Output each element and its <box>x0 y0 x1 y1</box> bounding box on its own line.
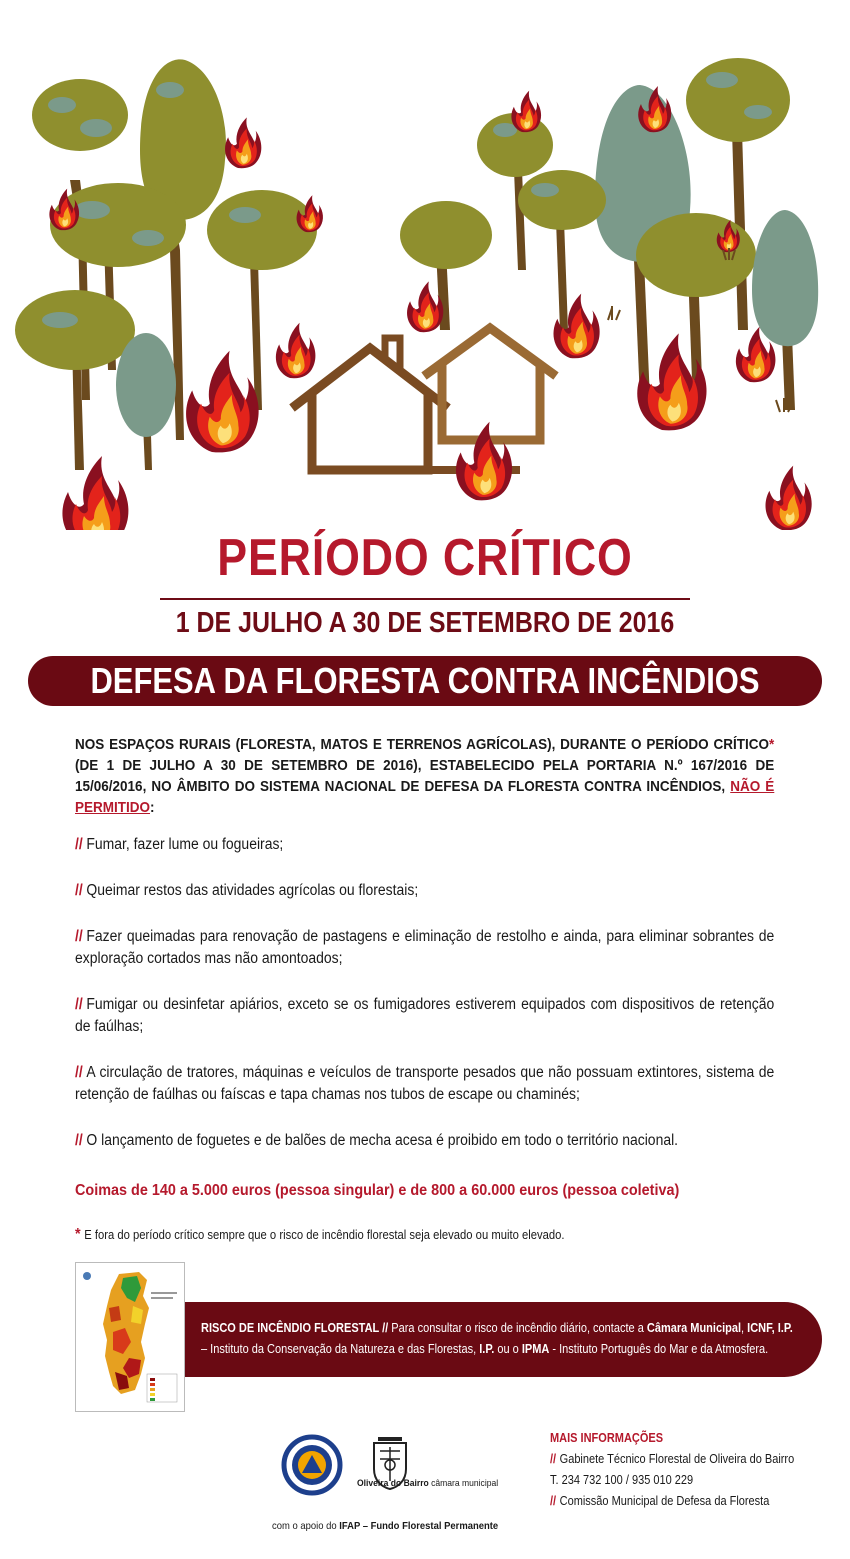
intro-text: NOS ESPAÇOS RURAIS (FLORESTA, MATOS E TERRENOS AGRÍCOLAS), DURANTE O PERÍODO CRÍTICO <box>75 736 770 753</box>
item-text: Fazer queimadas para renovação de pastagens e eliminação de restolho e ainda, para eliminar sobrantes de exploração cortados mas não amontoados; <box>75 928 775 967</box>
item-text: Fumar, fazer lume ou fogueiras; <box>86 836 284 853</box>
flame <box>297 195 323 232</box>
flame <box>276 323 316 378</box>
risk-separator: // <box>379 1321 392 1335</box>
flame <box>225 117 261 168</box>
flame <box>62 456 128 530</box>
item-marker: // <box>75 1064 83 1081</box>
list-item <box>75 926 774 970</box>
support-prefix: com o apoio do <box>272 1520 340 1532</box>
risk-text-4: ou o <box>494 1342 522 1356</box>
info-marker: // <box>550 1494 557 1508</box>
fire-risk-map <box>75 1262 185 1412</box>
flame <box>511 91 541 133</box>
risk-text-3: – Instituto da Conservação da Natureza e das Florestas, <box>201 1342 480 1356</box>
risk-text-1: Para consultar o risco de incêndio diário, contacte a <box>391 1321 647 1335</box>
risk-info-text <box>201 1318 799 1360</box>
list-item <box>75 1062 774 1106</box>
info-line <box>550 1470 794 1491</box>
more-info <box>550 1428 794 1512</box>
item-marker: // <box>75 836 83 853</box>
asterisk-marker: * <box>769 736 775 753</box>
flame <box>186 351 259 453</box>
prohibited-label: NÃO É PERMITIDO <box>75 778 775 816</box>
prohibitions-list <box>75 834 773 1176</box>
risk-text-2: , <box>741 1321 748 1335</box>
risk-info-band <box>185 1302 822 1377</box>
page-title: PERÍODO CRÍTICO <box>217 529 633 587</box>
risk-bold-3: I.P. <box>479 1342 495 1356</box>
section-banner <box>28 656 822 706</box>
item-text: Queimar restos das atividades agrícolas ou florestais; <box>86 882 419 899</box>
footnote-star: * <box>75 1226 81 1243</box>
support-name: IFAP – Fundo Florestal Permanente <box>339 1520 499 1532</box>
intro-paragraph <box>75 734 774 818</box>
flame <box>456 422 512 501</box>
item-marker: // <box>75 1132 83 1149</box>
info-text: Gabinete Técnico Florestal de Oliveira do Bairro <box>559 1452 795 1466</box>
info-marker: // <box>550 1452 557 1466</box>
municipality-caption <box>357 1478 498 1489</box>
item-text: Fumigar ou desinfetar apiários, exceto se os fumigadores estiverem equipados com dispositivos de retenção de faúlhas; <box>75 996 775 1035</box>
municipality-suffix: câmara municipal <box>428 1478 499 1489</box>
footnote-text: E fora do período crítico sempre que o risco de incêndio florestal seja elevado ou muito elevado. <box>84 1228 565 1242</box>
flame <box>407 281 443 332</box>
risk-text-5: - Instituto Português do Mar e da Atmosfera. <box>549 1342 769 1356</box>
flame <box>765 466 811 530</box>
item-marker: // <box>75 882 83 899</box>
title-divider <box>160 598 690 600</box>
support-caption <box>272 1520 498 1532</box>
house-right <box>424 328 556 440</box>
risk-bold-2: ICNF, I.P. <box>747 1321 793 1335</box>
intro-text-2: (DE 1 DE JULHO A 30 DE SETEMBRO DE 2016), ESTABELECIDO PELA PORTARIA N.º 167/2016 DE 15/06/2016, NO ÂMBITO DO SISTEMA NACIONAL DE DEFESA DA FLORESTA CONTRA INCÊNDIOS, <box>75 757 775 795</box>
item-marker: // <box>75 996 83 1013</box>
info-line <box>550 1449 794 1470</box>
civil-protection-logo <box>284 1437 340 1493</box>
tree-left-6 <box>116 333 176 470</box>
footnote <box>75 1226 565 1244</box>
house-left <box>292 338 448 470</box>
list-item <box>75 1130 774 1152</box>
tree-right-4 <box>518 170 606 330</box>
item-marker: // <box>75 928 83 945</box>
risk-bold-1: Câmara Municipal <box>646 1321 742 1335</box>
info-text: Comissão Municipal de Defesa da Floresta <box>559 1494 770 1508</box>
list-item <box>75 834 774 856</box>
list-item <box>75 880 774 902</box>
period-dates: 1 DE JULHO A 30 DE SETEMBRO DE 2016 <box>175 607 675 639</box>
banner-text: DEFESA DA FLORESTA CONTRA INCÊNDIOS <box>90 660 760 701</box>
intro-colon: : <box>150 799 155 816</box>
municipality-name: Oliveira do Bairro <box>357 1478 429 1489</box>
phone-numbers: T. 234 732 100 / 935 010 229 <box>550 1473 694 1487</box>
risk-label: RISCO DE INCÊNDIO FLORESTAL <box>201 1321 380 1335</box>
more-info-title: MAIS INFORMAÇÕES <box>550 1431 664 1445</box>
item-text: A circulação de tratores, máquinas e veículos de transporte pesados que não possuam extintores, sistema de retenção de faúlhas ou faíscas e tapa chamas nos tubos de escape ou chaminés; <box>75 1064 775 1103</box>
fines-notice: Coimas de 140 a 5.000 euros (pessoa singular) e de 800 a 60.000 euros (pessoa coletiva) <box>75 1182 680 1199</box>
forest-fire-illustration <box>0 0 850 530</box>
list-item <box>75 994 774 1038</box>
info-line <box>550 1491 794 1512</box>
item-text: O lançamento de foguetes e de balões de mecha acesa é proibido em todo o território nacional. <box>86 1132 679 1149</box>
risk-bold-4: IPMA <box>521 1342 550 1356</box>
